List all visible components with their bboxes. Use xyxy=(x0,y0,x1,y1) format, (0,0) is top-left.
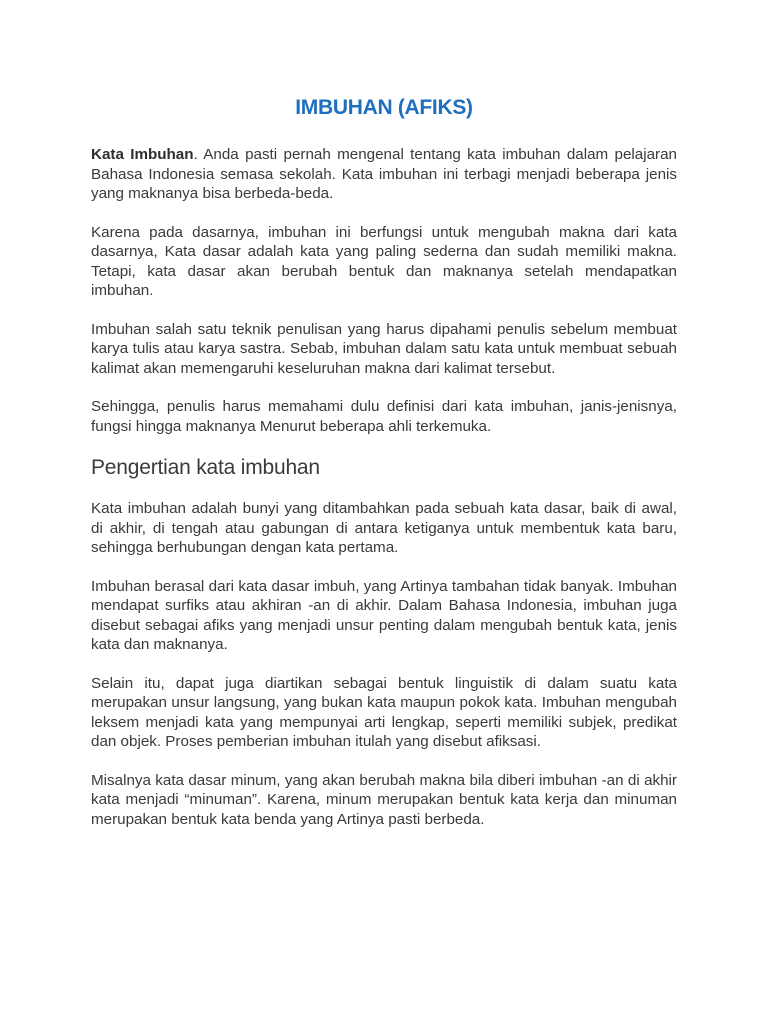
section-heading: Pengertian kata imbuhan xyxy=(91,456,320,479)
intro-paragraph xyxy=(91,145,677,204)
paragraph: Imbuhan salah satu teknik penulisan yang harus dipahami penulis sebelum membuat karya tulis atau karya sastra. Sebab, imbuhan dalam satu kata untuk membuat sebuah kalimat akan memengaruhi keseluruhan makna dari kalimat tersebut. xyxy=(91,320,677,377)
paragraph: Kata imbuhan adalah bunyi yang ditambahkan pada sebuah kata dasar, baik di awal, di akhir, di tengah atau gabungan di antara ketiganya untuk membentuk kata baru, sehingga berhubungan dengan kata pertama. xyxy=(91,500,677,556)
paragraph: Selain itu, dapat juga diartikan sebagai bentuk linguistik di dalam suatu kata merupakan unsur langsung, yang bukan kata maupun pokok kata. Imbuhan mengubah leksem menjadi kata yang mempunyai arti lengkap, seperti memiliki subjek, predikat dan objek. Proses pemberian imbuhan itulah yang disebut afiksasi. xyxy=(91,674,677,750)
intro-text: . Anda pasti pernah mengenal tentang kata imbuhan dalam pelajaran Bahasa Indonesia semasa sekolah. Kata imbuhan ini terbagi menjadi beberapa jenis yang maknanya bisa berbeda-beda. xyxy=(91,146,678,202)
document-title: IMBUHAN (AFIKS) xyxy=(295,96,473,119)
paragraph: Sehingga, penulis harus memahami dulu definisi dari kata imbuhan, janis-jenisnya, fungsi hingga maknanya Menurut beberapa ahli terkemuka. xyxy=(91,398,677,435)
document-page xyxy=(91,95,677,848)
intro-bold-term: Kata Imbuhan xyxy=(91,146,194,163)
paragraph: Karena pada dasarnya, imbuhan ini berfungsi untuk mengubah makna dari kata dasarnya, Kata dasar adalah kata yang paling sederna dan sudah memiliki makna. Tetapi, kata dasar akan berubah bentuk dan maknanya setelah mendapatkan imbuhan. xyxy=(91,223,677,299)
paragraph: Imbuhan berasal dari kata dasar imbuh, yang Artinya tambahan tidak banyak. Imbuhan mendapat surfiks atau akhiran -an di akhir. Dalam Bahasa Indonesia, imbuhan juga disebut sebagai afiks yang menjadi unsur penting dalam mengubah bentuk kata, jenis kata dan maknanya. xyxy=(91,577,677,653)
paragraph: Misalnya kata dasar minum, yang akan berubah makna bila diberi imbuhan -an di akhir kata menjadi “minuman”. Karena, minum merupakan bentuk kata kerja dan minuman merupakan bentuk kata benda yang Artinya pasti berbeda. xyxy=(91,771,677,828)
